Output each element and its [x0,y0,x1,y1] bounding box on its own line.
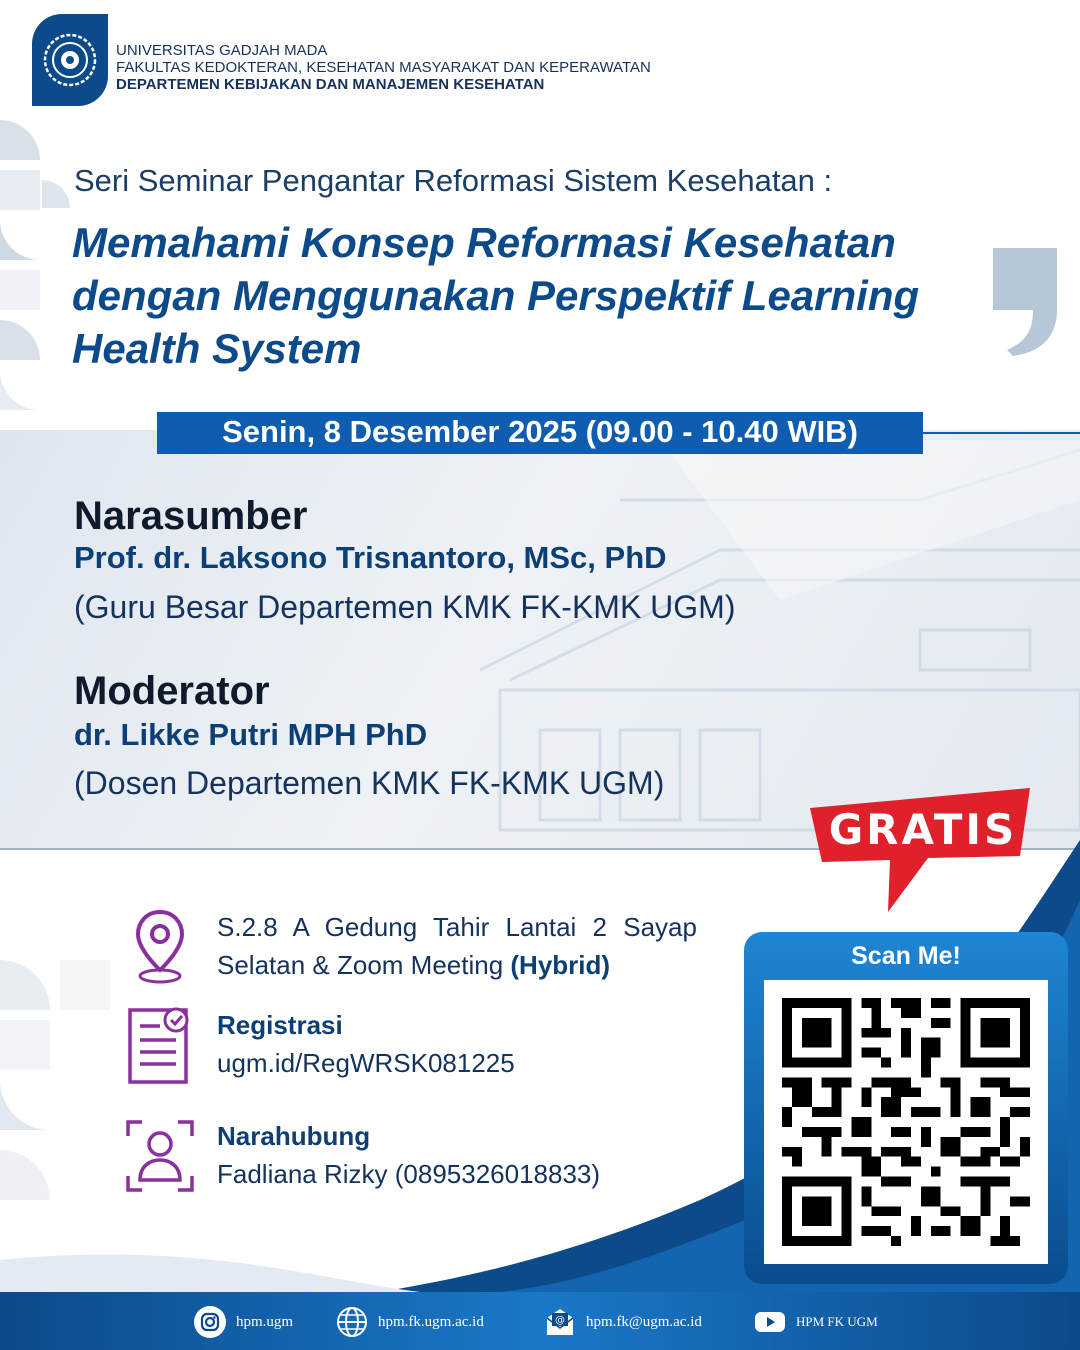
geometric-decoration-icon [0,120,70,440]
location-info [217,908,697,984]
svg-text:@: @ [555,1315,565,1326]
speaker-role: Narasumber [74,494,308,538]
footer-instagram[interactable] [194,1306,293,1338]
department-name: DEPARTEMEN KEBIJAKAN DAN MANAJEMEN KESEHATAN [116,76,545,93]
location-line: Selatan & Zoom Meeting [217,950,504,980]
qr-code-icon[interactable] [782,998,1030,1246]
faculty-name: FAKULTAS KEDOKTERAN, KESEHATAN MASYARAKAT DAN KEPERAWATAN [116,59,651,76]
speaker-name: Prof. dr. Laksono Trisnantoro, MSc, PhD [74,540,667,575]
title-line: Memahami Konsep Reformasi Kesehatan [72,219,896,266]
instagram-handle: hpm.ugm [236,1313,294,1330]
youtube-icon [754,1306,786,1338]
youtube-channel: HPM FK UGM [796,1314,878,1329]
registration-label: Registrasi [217,1010,343,1040]
footer-website[interactable] [336,1306,484,1338]
email-address: hpm.fk@ugm.ac.id [586,1313,702,1330]
event-title [72,216,1002,375]
instagram-icon [194,1306,226,1338]
title-line: Health System [72,325,362,372]
registration-link[interactable]: ugm.id/RegWRSK081225 [217,1048,515,1078]
qr-card [744,932,1068,1284]
free-badge-label: GRATIS [828,805,1018,854]
moderator-affiliation: (Dosen Departemen KMK FK-KMK UGM) [74,765,665,801]
location-line-2 [217,946,697,984]
registration-info [217,1006,515,1082]
quote-mark-icon [985,240,1065,360]
footer-bar [0,1292,1080,1350]
contact-person-icon [124,1116,196,1198]
contact-value: Fadliana Rizky (0895326018833) [217,1159,601,1189]
title-line: dengan Menggunakan Perspektif Learning [72,272,920,319]
date-banner-line [923,432,1080,434]
moderator-role: Moderator [74,669,270,713]
contact-info [217,1117,600,1193]
ugm-emblem-icon [42,32,98,88]
website-url: hpm.fk.ugm.ac.id [378,1313,484,1330]
university-logo [32,14,108,106]
contact-label: Narahubung [217,1121,371,1151]
institution-block [116,42,651,93]
date-banner: Senin, 8 Desember 2025 (09.00 - 10.40 WIB) [157,412,923,454]
location-pin-icon [124,906,196,988]
speaker-affiliation: (Guru Besar Departemen KMK FK-KMK UGM) [74,589,736,625]
footer-youtube[interactable] [754,1306,878,1338]
footer-email[interactable] [544,1306,702,1338]
qr-title: Scan Me! [851,942,961,970]
free-badge [808,786,1038,916]
email-icon [544,1306,576,1338]
globe-icon [336,1306,368,1338]
series-heading: Seri Seminar Pengantar Reformasi Sistem Kesehatan : [74,163,833,198]
university-name: UNIVERSITAS GADJAH MADA [116,42,328,59]
location-line: S.2.8 A Gedung Tahir Lantai 2 Sayap [217,912,697,942]
moderator-name: dr. Likke Putri MPH PhD [74,717,428,752]
registration-form-icon [124,1004,196,1086]
location-mode: (Hybrid) [510,950,611,980]
